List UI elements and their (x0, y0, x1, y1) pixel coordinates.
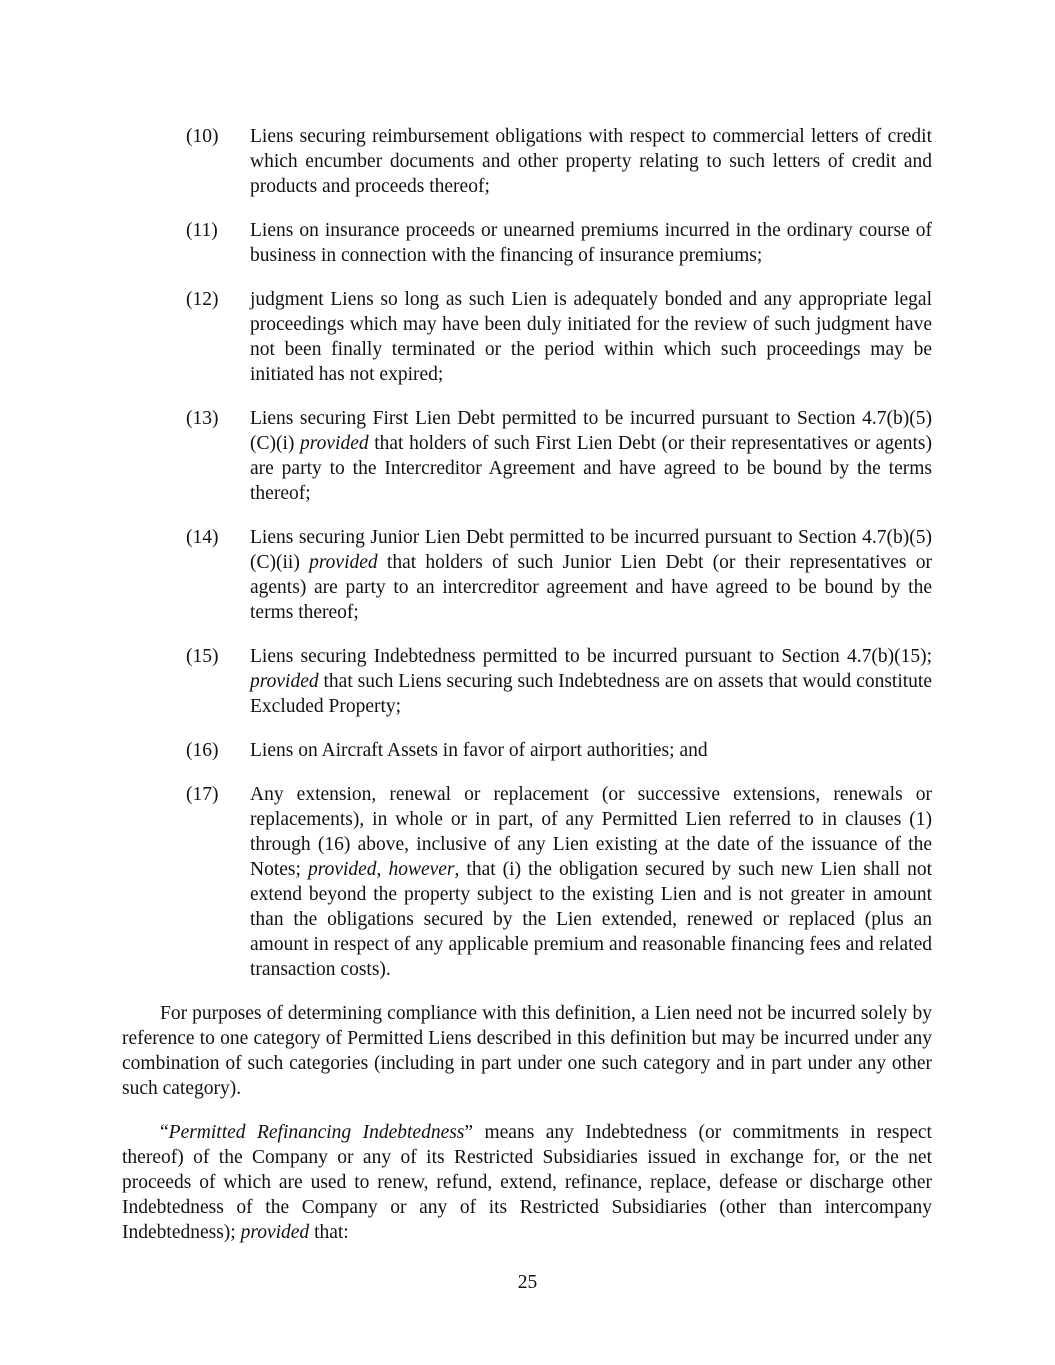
body-paragraphs (122, 1001, 932, 1245)
clause-number: (10) (186, 126, 219, 147)
clause-text: Liens securing First Lien Debt permitted to be incurred pursuant to Section 4.7(b)(5)(C)(i) provided that holders of such First Lien Debt (or their representatives or agents) are party to the Intercreditor Agreement and have agreed to be bound by the terms thereof; (250, 408, 932, 504)
clause-item (122, 644, 932, 719)
clause-text: Liens on insurance proceeds or unearned premiums incurred in the ordinary course of business in connection with the financing of insurance premiums; (250, 220, 932, 266)
paragraph: For purposes of determining compliance with this definition, a Lien need not be incurred solely by reference to one category of Permitted Liens described in this definition but may be incurred under any combination of such categories (including in part under one such category and in part under any other such category). (122, 1003, 932, 1099)
clause-text: Liens securing Junior Lien Debt permitted to be incurred pursuant to Section 4.7(b)(5)(C)(ii) provided that holders of such Junior Lien Debt (or their representatives or agents) are party to an intercreditor agreement and have agreed to be bound by the terms thereof; (250, 527, 932, 623)
clause-text: Liens on Aircraft Assets in favor of airport authorities; and (250, 740, 708, 761)
clause-item (122, 218, 932, 268)
clause-number: (16) (186, 740, 219, 761)
italic-text: provided (307, 859, 377, 880)
clause-item (122, 525, 932, 625)
clause-item (122, 124, 932, 199)
italic-text: however (388, 859, 455, 880)
clause-text: Liens securing reimbursement obligations with respect to commercial letters of credit which encumber documents and other property relating to such letters of credit and products and proceeds thereof; (250, 126, 932, 197)
clause-number: (11) (186, 220, 218, 241)
italic-text: provided (309, 552, 378, 573)
italic-text: Permitted Refinancing Indebtedness (168, 1122, 465, 1143)
numbered-clauses (122, 124, 932, 982)
italic-text: provided (240, 1222, 310, 1243)
italic-text: provided (300, 433, 369, 454)
clause-number: (17) (186, 784, 219, 805)
clause-number: (13) (186, 408, 219, 429)
clause-number: (14) (186, 527, 219, 548)
clause-text: Liens securing Indebtedness permitted to be incurred pursuant to Section 4.7(b)(15); provided that such Liens securing such Indebtedness are on assets that would constitute Excluded Property; (250, 646, 932, 717)
italic-text: provided (250, 671, 319, 692)
clause-number: (12) (186, 289, 219, 310)
clause-item (122, 782, 932, 982)
page-number: 25 (517, 1272, 538, 1293)
clause-text: judgment Liens so long as such Lien is adequately bonded and any appropriate legal proceedings which may have been duly initiated for the review of such judgment have not been finally terminated or the period within which such proceedings may be initiated has not expired; (250, 289, 932, 385)
clause-number: (15) (186, 646, 219, 667)
clause-item (122, 738, 932, 763)
clause-text: Any extension, renewal or replacement (or successive extensions, renewals or replacements), in whole or in part, of any Permitted Lien referred to in clauses (1) through (16) above, inclusive of any Lien existing at the date of the issuance of the Notes; provided, however, that (i) the obligation secured by such new Lien shall not extend beyond the property subject to the existing Lien and is not greater in amount than the obligations secured by the Lien extended, renewed or replaced (plus an amount in respect of any applicable premium and reasonable financing fees and related transaction costs). (250, 784, 932, 980)
clause-item (122, 287, 932, 387)
clause-item (122, 406, 932, 506)
paragraph: “Permitted Refinancing Indebtedness” means any Indebtedness (or commitments in respect thereof) of the Company or any of its Restricted Subsidiaries issued in exchange for, or the net proceeds of which are used to renew, refund, extend, refinance, replace, defease or discharge other Indebtedness of the Company or any of its Restricted Subsidiaries (other than intercompany Indebtedness); provided that: (122, 1122, 932, 1243)
